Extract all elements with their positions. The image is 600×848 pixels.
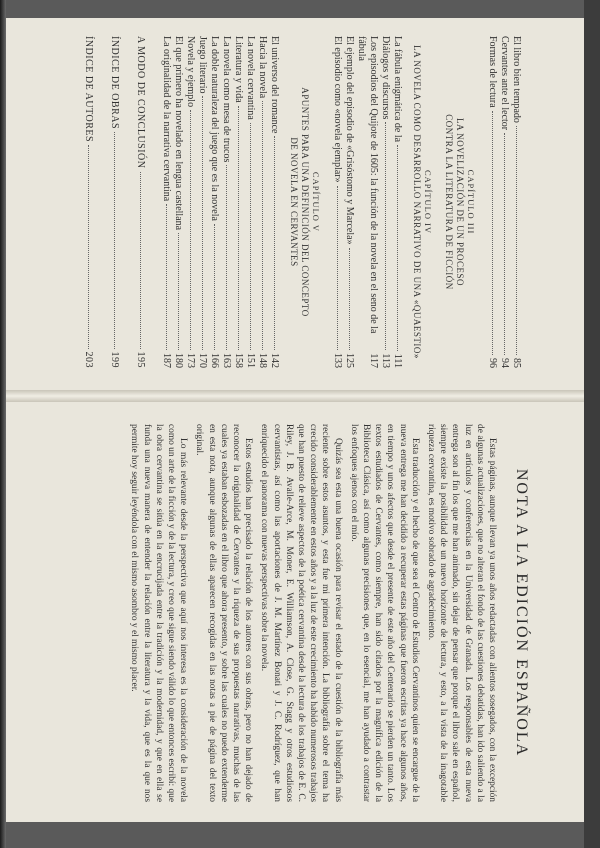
toc-entry[interactable]: La doble naturaleza del juego que es la novela 166	[209, 36, 220, 368]
toc-entry[interactable]: El que primero ha novelado en lengua castellana 180	[173, 36, 184, 368]
note-paragraph: Estos estudios han precisado la relación de los autores con sus obras, pero no han dejado de reconocer la originalidad de Cervantes y la riqueza de sus propuestas narrativas, muchas de las cuales ya estaban esbozadas en el libro que ahora presento, y sobre las cuales no puedo extenderme en esta nota, aunque algunas de ellas aparecen recogidas en las notas a pie de página del texto original.	[194, 424, 254, 802]
chapter-heading: CAPÍTULO III	[466, 169, 476, 235]
toc-entry[interactable]: El ejemplo del episodio de «Grisóstomo y Marcela» 125	[344, 36, 355, 368]
toc-entry[interactable]: ÍNDICE DE AUTORES 203	[83, 36, 94, 368]
toc-entry[interactable]: El universo del romance 142	[269, 36, 280, 368]
chapter-title: CONTRA LA LITERATURA DE FICCIÓN	[444, 114, 454, 290]
toc-entry[interactable]: Formas de lectura 96	[487, 36, 498, 368]
chapter-title: LA NOVELIZACIÓN DE UN PROCESO	[455, 118, 465, 286]
chapter-heading: CAPÍTULO V	[311, 171, 321, 233]
toc-entry[interactable]: La fábula enigmática de la 111	[392, 36, 403, 368]
chapter-title: DE NOVELA EN CERVANTES	[289, 137, 299, 267]
toc-entry[interactable]: Literatura y vida 158	[233, 36, 244, 368]
toc-entry[interactable]: La novela cervantina 151	[245, 36, 256, 368]
toc-entry[interactable]: Diálogos y discursos 113	[380, 36, 391, 368]
note-paragraph: Esta traducción y el hecho de que sea el Centro de Estudios Cervantinos quien se encargue de la nueva entrega me han decidido a recuperar estas páginas que fueron escritas ya hace algunos años, en tiempo y unos afectos que desde el presente de este año del Centenario se pierden un tanto. Los textos estudiados de Cervantes, como siempre, han sido citados por la magnífica edición de la Biblioteca Clásica, así como algunas precisiones que, en lo esencial, me han ayudado a contrastar los enfoques ajenos con el mío.	[348, 424, 420, 802]
chapter-title: APUNTES PARA UNA DEFINICIÓN DEL CONCEPTO	[300, 87, 310, 317]
table-of-contents	[52, 36, 522, 368]
toc-entry[interactable]: Juego literario 170	[197, 36, 208, 368]
scanner-edge-right	[584, 0, 600, 848]
toc-entry[interactable]: Cervantes ante el lector 94	[499, 36, 510, 368]
toc-entry[interactable]: A MODO DE CONCLUSIÓN 195	[135, 36, 146, 368]
toc-entry[interactable]: Hacia la novela 148	[257, 36, 268, 368]
book-gutter	[6, 390, 584, 402]
chapter-title: LA NOVELA COMO DESARROLLO NARRATIVO DE UNA «QUAESTIO»	[412, 45, 422, 359]
chapter-heading: CAPÍTULO IV	[423, 169, 433, 235]
toc-entry[interactable]: ÍNDICE DE OBRAS 199	[109, 36, 120, 368]
toc-entry[interactable]: El libro bien tempado 85	[511, 36, 522, 368]
note-title: NOTA A LA EDICIÓN ESPAÑOLA	[513, 468, 530, 758]
toc-entry[interactable]: La novela como mesa de trucos 163	[221, 36, 232, 368]
toc-entry[interactable]: La originalidad de la narrativa cervantina 187	[161, 36, 172, 368]
edition-note	[56, 424, 534, 802]
toc-entry[interactable]: Los episodios del Quijote de 1605: la función de la novela en el seno de la fábula 117	[356, 36, 379, 368]
toc-entry[interactable]: El episodio como «novela ejemplar» 133	[332, 36, 343, 368]
toc-entry[interactable]: Novela y ejemplo 173	[185, 36, 196, 368]
note-paragraph: Quizás sea esta una buena ocasión para revisar el estado de la cuestión de la bibliografía más reciente sobre estos asuntos, y esta fue mi primera intención. La bibliografía sobre el tema ha crecido considerablemente en estos años y a la luz de este crecimiento ha habido numerosos trabajos que han puesto de relieve aspectos de la poética cervantina desde la lectura de los trabajos de E. C. Riley, J. B. Avalle-Arce, M. Moner, E. Williamson, A. Close, G. Stagg y otros estudiosos cervantistas, así como las aportaciones de J. M. Martínez Bonati y J. C. Rodríguez, que han enriquecido el panorama con nuevas perspectivas sobre la novela.	[259, 424, 343, 802]
note-paragraph: Lo más relevante desde la perspectiva que aquí nos interesa es la consideración de la novela como un arte de la ficción y de la lectura, y creo que sigue siendo válido lo que entonces escribí: que la obra cervantina se sitúa en la encrucijada entre la tradición y la modernidad, y que en ella se funda una nueva manera de entender la relación entre la literatura y la vida, que es la que nos permite hoy seguir leyéndola con el mismo asombro y el mismo placer.	[129, 424, 189, 802]
note-paragraph: Estas páginas, aunque llevan ya unos años redactadas con alientos sosegados, con la excepción de algunas actualizaciones, que no alteran el fondo de las cuestiones debatidas, han ido saliendo a la luz en artículos y conferencias en la Universidad de Granada. Los responsables de esta nueva entrega son al fin los que me han animado, sin dejar de pensar que porque el libro sale en español, siempre existe la posibilidad de un nuevo horizonte de lectura, y esto, a la vista de la inagotable riqueza cervantina, es motivo sobrado de agradecimiento.	[425, 424, 497, 802]
